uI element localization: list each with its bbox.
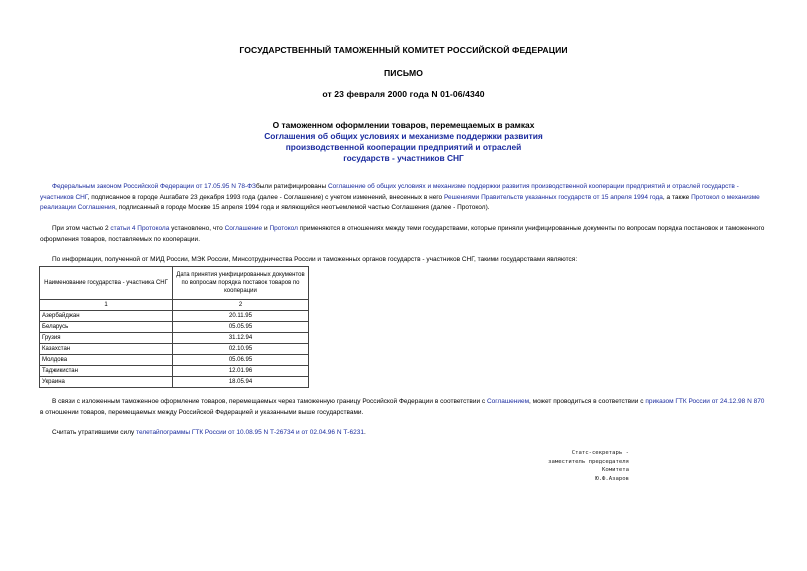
table-cell-country: Азербайджан <box>40 311 173 322</box>
table-cell-country: Казахстан <box>40 344 173 355</box>
table-cell-date: 05.05.95 <box>173 322 309 333</box>
paragraph-customs-clearance <box>40 397 768 418</box>
table-cell-date: 18.05.94 <box>173 377 309 388</box>
text-segment: , подписанный в городе Москве 15 апреля 1994 года и являющийся неотъемлемой частью Соглашения (далее - Протокол). <box>115 204 490 211</box>
text-segment: , может проводиться в соответствии с <box>529 398 646 405</box>
table-row <box>40 344 309 355</box>
subject-line-4: государств - участников СНГ <box>343 153 464 163</box>
paragraph-states-intro: По информации, полученной от МИД России, МЭК России, Минсотрудничества России и таможенных органов государств - участников СНГ, такими государствами являются: <box>52 256 578 263</box>
link-agreement-2[interactable]: Соглашение <box>224 225 263 232</box>
table-column-number-row <box>40 300 309 311</box>
signature-name: Ю.Ф.Азаров <box>595 475 629 482</box>
text-segment: В связи с изложенным таможенное оформление товаров, перемещаемых через таможенную границу Российской Федерации в соответствии с <box>52 398 487 405</box>
text-segment: Считать утратившими силу <box>52 429 137 436</box>
issuing-authority: ГОСУДАРСТВЕННЫЙ ТАМОЖЕННЫЙ КОМИТЕТ РОССИЙСКОЙ ФЕДЕРАЦИИ <box>239 45 568 55</box>
table-cell-country: Беларусь <box>40 322 173 333</box>
signature-block <box>539 449 629 483</box>
table-cell-country: Грузия <box>40 333 173 344</box>
states-table <box>39 266 309 388</box>
paragraph-repeal <box>40 428 768 439</box>
table-cell-country: Молдова <box>40 355 173 366</box>
text-segment: установлено, что <box>169 225 225 232</box>
text-segment: в отношении товаров, перемещаемых между Российской Федерацией и указанными выше государствами. <box>40 408 364 416</box>
table-row <box>40 311 309 322</box>
text-segment: и <box>262 225 270 232</box>
text-segment: применяются в отношениях между теми государствами, которые приняли унифицированные документы по вопросам порядка постановок и таможенного оформления товаров, поставляемых по кооперации. <box>40 225 765 243</box>
table-cell-date: 20.11.95 <box>173 311 309 322</box>
link-decisions[interactable]: Решениями Правительств указанных государств от 15 апреля 1994 года <box>443 193 663 201</box>
table-column-number: 2 <box>173 300 309 311</box>
text-segment: При этом частью 2 <box>52 225 111 232</box>
table-header-date: Дата принятия унифицированных документов по вопросам порядка поставок товаров по кооперации <box>173 267 309 300</box>
paragraph-protocol-article <box>40 224 768 245</box>
table-cell-date: 12.01.96 <box>173 366 309 377</box>
link-order-870[interactable]: приказом ГТК России от 24.12.98 N 870 <box>645 398 765 405</box>
subject-line-1: О таможенном оформлении товаров, перемещаемых в рамках <box>272 120 535 130</box>
link-telegrams[interactable]: телетайпограммы ГТК России от 10.08.95 N Т-26734 и от 02.04.96 N Т-6231 <box>136 429 364 436</box>
table-cell-date: 05.06.95 <box>173 355 309 366</box>
text-segment: , а также <box>662 193 692 201</box>
subject-line-3: производственной кооперации предприятий и отраслей <box>285 142 522 152</box>
link-federal-law[interactable]: Федеральным законом Российской Федерации от 17.05.95 N 78-ФЗ <box>52 183 256 190</box>
table-header-row <box>40 267 309 300</box>
table-cell-date: 31.12.94 <box>173 333 309 344</box>
link-agreement[interactable]: Соглашение об общих условиях и механизме поддержки развития производственной кооперации предприятий и отраслей государств - участников СНГ <box>40 183 739 201</box>
document-subject <box>200 120 607 164</box>
table-column-number: 1 <box>40 300 173 311</box>
subject-line-2: Соглашения об общих условиях и механизме поддержки развития <box>264 131 543 141</box>
signature-title: заместитель председателя Комитета <box>548 458 629 473</box>
table-row <box>40 333 309 344</box>
table-cell-country: Украина <box>40 377 173 388</box>
link-protocol-2[interactable]: Протокол <box>269 225 298 232</box>
text-segment: . <box>363 429 366 436</box>
table-cell-date: 02.10.95 <box>173 344 309 355</box>
document-type: ПИСЬМО <box>384 68 423 78</box>
table-row <box>40 366 309 377</box>
table-cell-country: Таджикистан <box>40 366 173 377</box>
paragraph-ratification <box>40 182 768 214</box>
table-row <box>40 377 309 388</box>
link-agreement-3[interactable]: Соглашением <box>486 398 530 405</box>
signature-position: Статс-секретарь - <box>571 450 629 456</box>
table-row <box>40 322 309 333</box>
text-segment: были ратифицированы <box>256 183 328 190</box>
table-header-country: Наименование государства - участника СНГ <box>40 267 173 300</box>
link-article-4[interactable]: статьи 4 Протокола <box>110 225 170 232</box>
link-protocol[interactable]: Протокол о механизме реализации Соглашения <box>40 193 760 211</box>
table-row <box>40 355 309 366</box>
document-date-number: от 23 февраля 2000 года N 01-06/4340 <box>322 89 485 99</box>
text-segment: , подписанное в городе Ашгабате 23 декабря 1993 года (далее - Соглашение) с учетом изменений, внесенных в него <box>87 193 444 201</box>
